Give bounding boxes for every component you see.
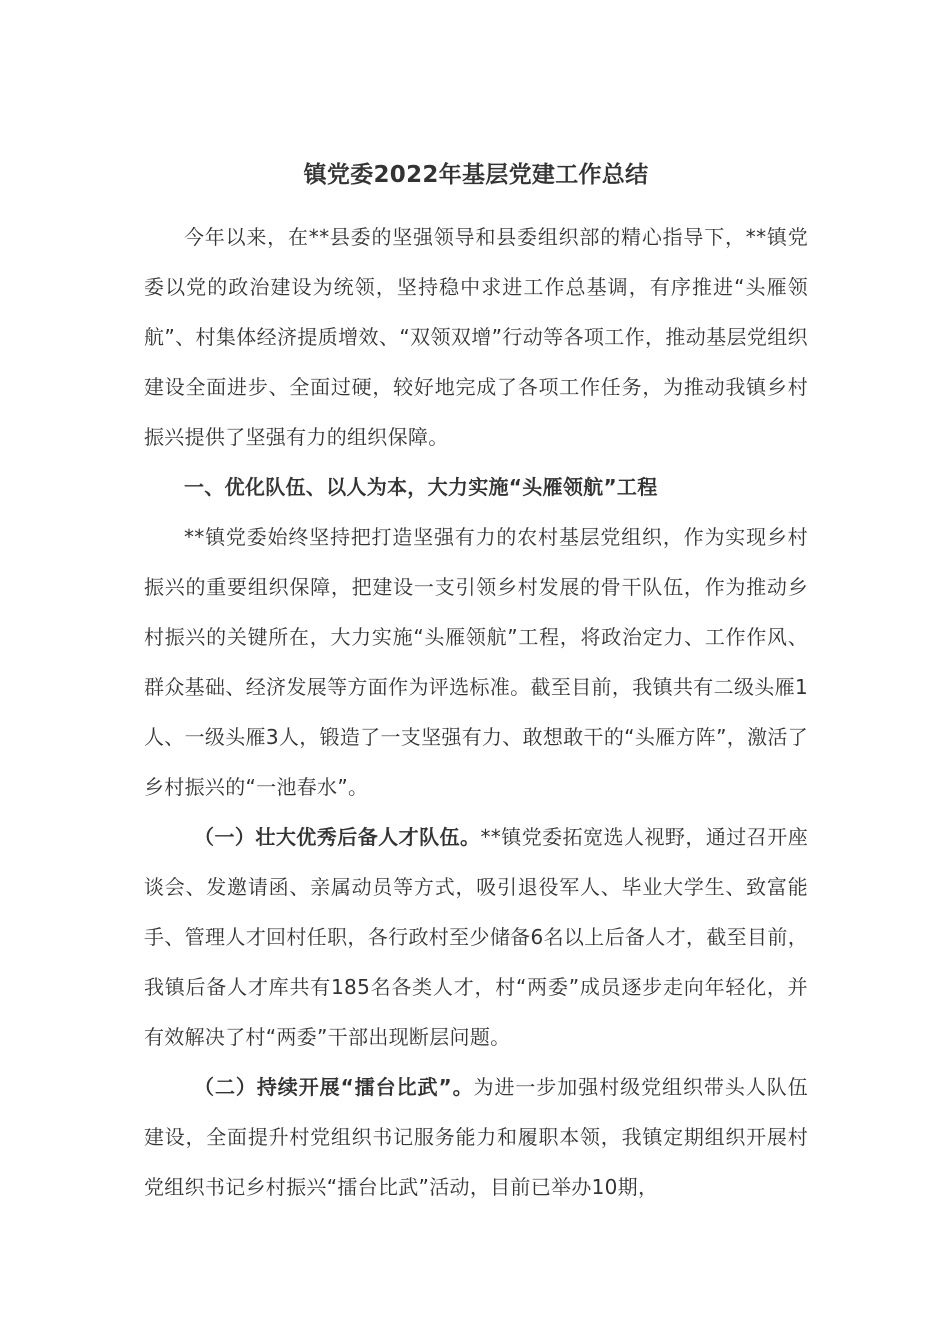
document-body [144,152,808,1212]
section-1-heading: 一、优化队伍、以人为本，大力实施“头雁领航”工程 [184,475,658,499]
document-title: 镇党委2022年基层党建工作总结 [303,162,649,188]
subsection-2-body: 为进一步加强村级党组织带头人队伍建设，全面提升村党组织书记服务能力和履职本领，我镇定期组织开展村党组织书记乡村振兴“擂台比武”活动，目前已举办10期， [144,1075,808,1199]
subsection-1-lead: （一）壮大优秀后备人才队伍。 [194,825,481,849]
subsection-2-lead: （二）持续开展“擂台比武”。 [194,1075,474,1099]
subsection-1-body: **镇党委拓宽选人视野，通过召开座谈会、发邀请函、亲属动员等方式，吸引退役军人、毕业大学生、致富能手、管理人才回村任职，各行政村至少储备6名以上后备人才，截至目前，我镇后备人才库共有185名各类人才，村“两委”成员逐步走向年轻化，并有效解决了村“两委”干部出现断层问题。 [144,825,808,1049]
subsection-2-paragraph [144,1062,808,1212]
section-1-paragraph: **镇党委始终坚持把打造坚强有力的农村基层党组织，作为实现乡村振兴的重要组织保障，把建设一支引领乡村发展的骨干队伍，作为推动乡村振兴的关键所在，大力实施“头雁领航”工程，将政治定力、工作作风、群众基础、经济发展等方面作为评选标准。截至目前，我镇共有二级头雁1人、一级头雁3人，锻造了一支坚强有力、敢想敢干的“头雁方阵”，激活了乡村振兴的“一池春水”。 [144,525,808,799]
subsection-1-paragraph [144,812,808,1062]
intro-paragraph: 今年以来，在**县委的坚强领导和县委组织部的精心指导下，**镇党委以党的政治建设为统领，坚持稳中求进工作总基调，有序推进“头雁领航”、村集体经济提质增效、“双领双增”行动等各项工作，推动基层党组织建设全面进步、全面过硬，较好地完成了各项工作任务，为推动我镇乡村振兴提供了坚强有力的组织保障。 [144,225,808,449]
